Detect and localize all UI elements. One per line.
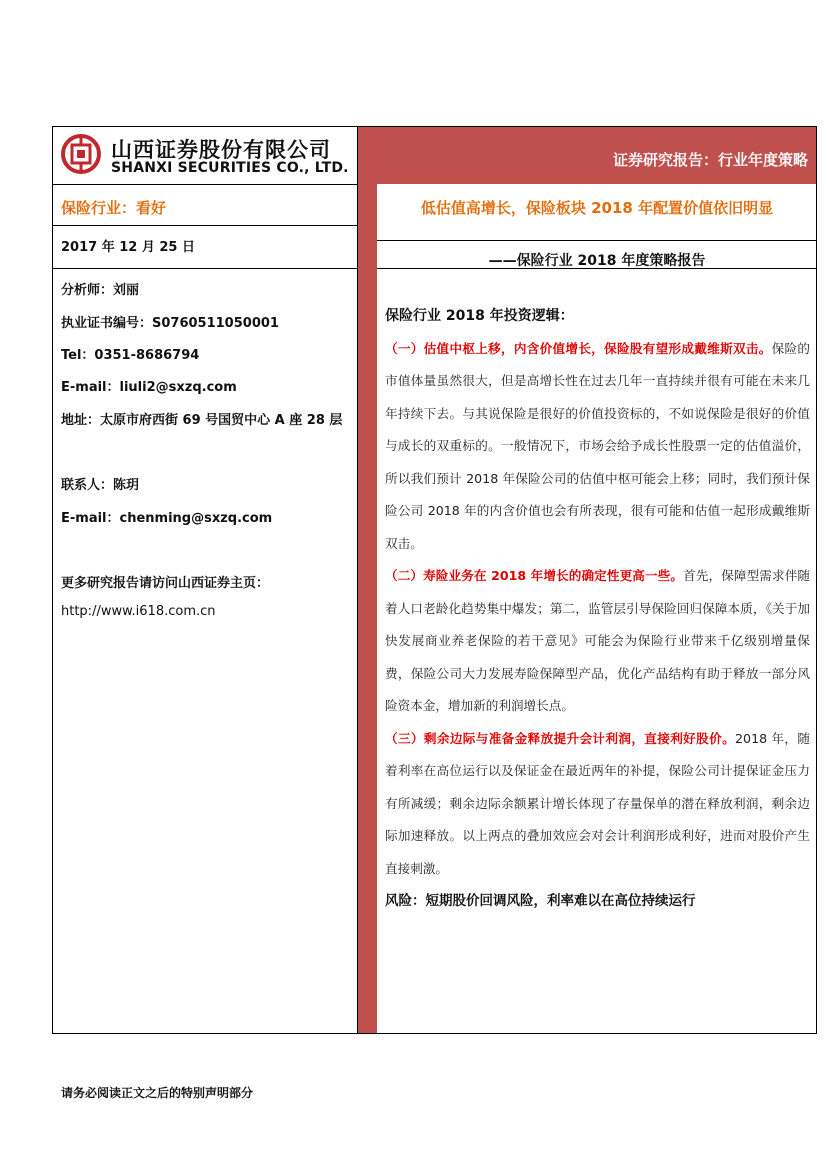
- paragraph-1-highlight: （一）估值中枢上移，内含价值增长，保险股有望形成戴维斯双击。: [385, 340, 772, 356]
- title-sep-1: [377, 240, 817, 241]
- company-name-en: SHANXI SECURITIES CO., LTD.: [111, 160, 349, 176]
- industry-rating: 保险行业：看好: [61, 199, 167, 217]
- office-address: 地址：太原市府西街 69 号国贸中心 A 座 28 层: [61, 413, 343, 428]
- website-link[interactable]: http://www.i618.com.cn: [61, 604, 216, 619]
- license-number: 执业证书编号：S0760511050001: [61, 316, 279, 331]
- contact-person: 联系人：陈玥: [61, 478, 140, 493]
- paragraph-2-text: 首先，保障型需求伴随着人口老龄化趋势集中爆发；第二，监管层引导保险回归保障本质，《关于加快发展商业养老保险的若干意见》可能会为保险行业带来千亿级别增量保费，保险公司大力发展寿险保障型产品，优化产品结构有助于释放一部分风险资本金，增加新的利润增长点。: [385, 568, 811, 713]
- analyst-name: 分析师：刘丽: [61, 283, 140, 298]
- contact-email: E-mail：chenming@sxzq.com: [61, 511, 273, 526]
- analyst-email: E-mail：liuli2@sxzq.com: [61, 380, 237, 395]
- frame-bottom: [52, 1033, 817, 1034]
- sidebar-sep-3: [52, 268, 358, 269]
- paragraph-3-highlight: （三）剩余边际与准备金释放提升会计利润，直接利好股价。: [385, 730, 736, 746]
- more-reports-label: 更多研究报告请访问山西证券主页：: [61, 576, 270, 591]
- report-date: 2017 年 12 月 25 日: [61, 240, 195, 255]
- company-name-cn: 山西证券股份有限公司: [111, 138, 331, 162]
- frame-left: [52, 126, 53, 1034]
- paragraph-1-text: 保险的市值体量虽然很大，但是高增长性在过去几年一直持续并很有可能在未来几年持续下去。与其说保险是很好的价值投资标的，不如说保险是很好的价值与成长的双重标的。一般情况下，市场会给予成长性股票一定的估值溢价，所以我们预计 2018 年保险公司的估值中枢可能会上移；同时，我们预计保险公司 2018 年的内含价值也会有所表现，很有可能和估值一起形成戴维斯双击。: [385, 340, 811, 551]
- decorative-red-strip: [358, 184, 377, 1033]
- paragraph-2-highlight: （二）寿险业务在 2018 年增长的确定性更高一些。: [385, 568, 684, 583]
- frame-right: [816, 126, 817, 1034]
- sidebar-sep-1: [52, 184, 358, 185]
- report-title: 低估值高增长，保险板块 2018 年配置价值依旧明显: [420, 199, 774, 217]
- paragraph-2: [385, 560, 810, 723]
- section-heading: 保险行业 2018 年投资逻辑：: [385, 308, 574, 324]
- report-type: 证券研究报告：行业年度策略: [612, 151, 808, 169]
- header-band: [358, 127, 816, 184]
- paragraph-3: [385, 723, 810, 886]
- risk-statement: 风险：短期股价回调风险，利率难以在高位持续运行: [385, 893, 696, 909]
- disclaimer-notice: 请务必阅读正文之后的特别声明部分: [61, 1086, 254, 1100]
- report-subtitle: ——保险行业 2018 年度策略报告: [488, 253, 706, 269]
- telephone: Tel：0351-8686794: [61, 348, 200, 363]
- company-logo: [53, 127, 356, 184]
- paragraph-3-text: 2018 年，随着利率在高位运行以及保证金在最近两年的补提，保险公司计提保证金压力有所减缓；剩余边际余额累计增长体现了存量保单的潜在释放利润，剩余边际加速释放。以上两点的叠加效应会对会计利润形成利好，进而对股价产生直接刺激。: [385, 730, 810, 876]
- company-seal-icon: [61, 134, 101, 174]
- sidebar-sep-2: [52, 225, 358, 226]
- paragraph-1: [385, 333, 810, 561]
- report-body: [385, 300, 810, 918]
